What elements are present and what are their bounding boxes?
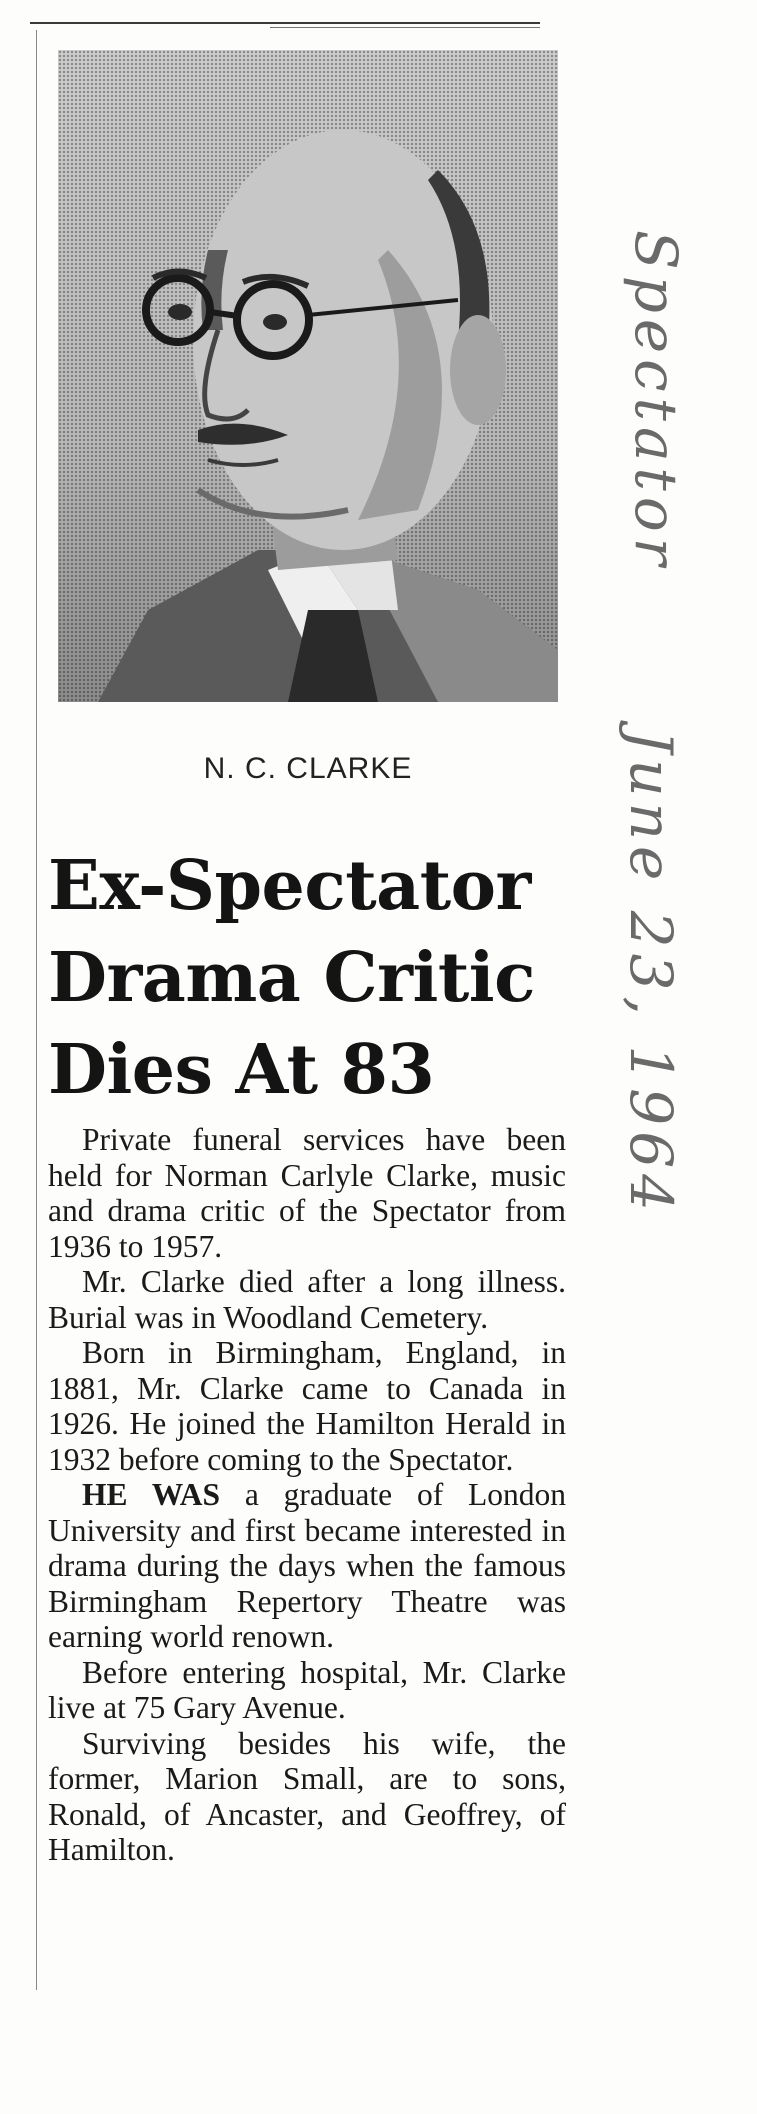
headline-line: Ex-Spectator [48, 846, 531, 926]
article-body [48, 1122, 566, 1868]
annotation-publication: Spectator [622, 230, 690, 572]
paragraph-lead: HE WAS [82, 1477, 221, 1512]
column-rule [36, 30, 37, 1990]
article-paragraph [48, 1477, 566, 1655]
paragraph-text: Private funeral services have been held for Norman Carlyle Clarke, music and drama critic of the Spectator from 1936 to 1957. [48, 1122, 566, 1264]
paragraph-text: a graduate of London University and first became interested in drama during the days when the famous Birmingham Repertory Theatre was earning world renown. [48, 1477, 566, 1654]
headline [48, 840, 568, 1116]
top-rule-secondary [270, 27, 540, 28]
article-paragraph [48, 1335, 566, 1477]
paragraph-text: Surviving besides his wife, the former, Marion Small, are to sons, Ronald, of Ancaster, and Geoffrey, of Hamilton. [48, 1725, 566, 1867]
paragraph-text: Mr. Clarke died after a long illness. Burial was in Woodland Cemetery. [48, 1264, 566, 1335]
article-paragraph [48, 1264, 566, 1335]
photo-caption: N. C. CLARKE [203, 752, 413, 785]
portrait-illustration [58, 50, 558, 702]
headline-line: Drama Critic [48, 938, 535, 1018]
paragraph-text: Born in Birmingham, England, in 1881, Mr. Clarke came to Canada in 1926. He joined the Hamilton Herald in 1932 before coming to the Spectator. [48, 1335, 566, 1477]
article-paragraph [48, 1655, 566, 1726]
top-rule [30, 22, 540, 24]
article-paragraph [48, 1122, 566, 1264]
annotation-date: June 23, 1964 [617, 730, 685, 1218]
paragraph-text: Before entering hospital, Mr. Clarke live at 75 Gary Avenue. [48, 1654, 566, 1725]
portrait-photo [58, 50, 558, 702]
handwritten-annotation [585, 210, 690, 1470]
article-paragraph [48, 1726, 566, 1868]
headline-line: Dies At 83 [48, 1030, 435, 1110]
